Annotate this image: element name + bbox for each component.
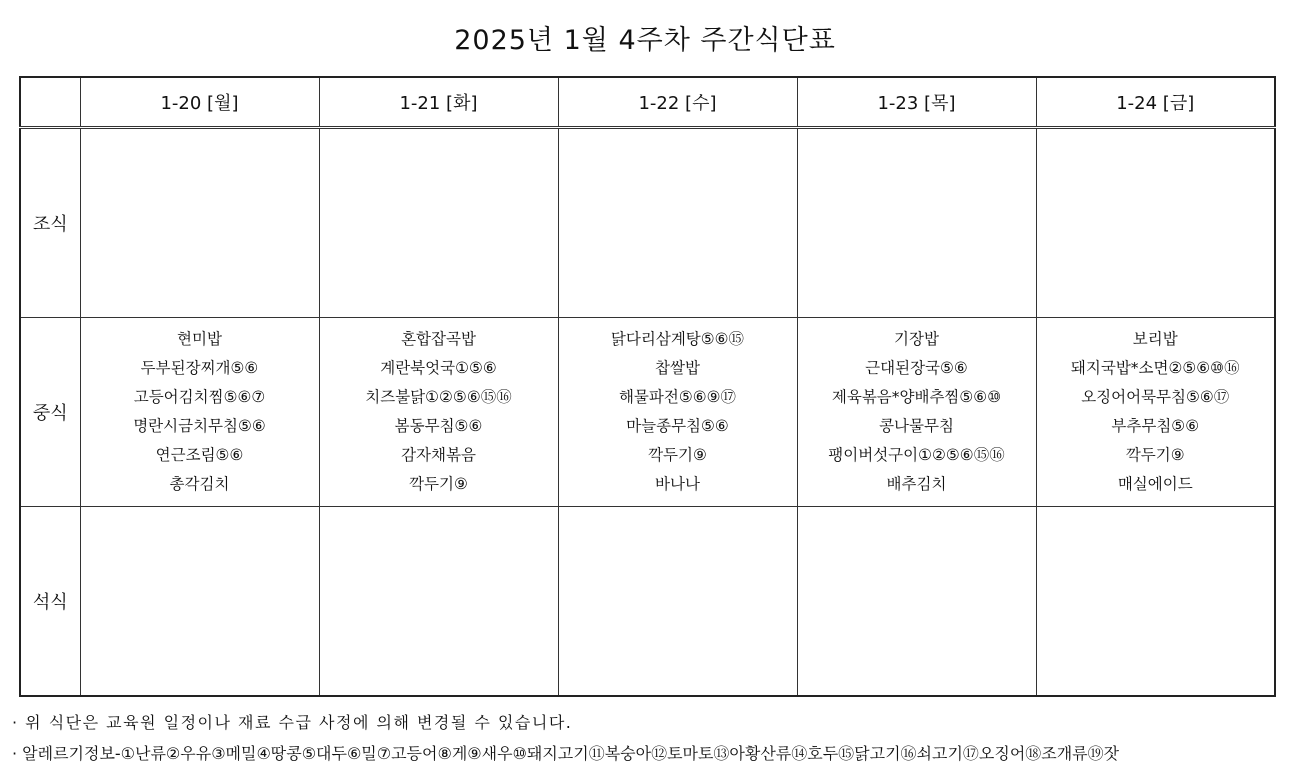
menu-item: 닭다리삼계탕⑤⑥⑮	[610, 330, 745, 348]
lunch-cell-fri	[1036, 318, 1275, 507]
menu-item: 오징어어묵무침⑤⑥⑰	[1081, 388, 1230, 406]
menu-item: 찹쌀밥	[655, 359, 700, 377]
lunch-cell-thu	[797, 318, 1036, 507]
menu-item: 근대된장국⑤⑥	[865, 359, 968, 377]
meal-label-dinner: 석식	[20, 507, 80, 697]
dinner-cell-tue	[319, 507, 558, 697]
menu-item: 현미밥	[177, 330, 222, 348]
meal-label-lunch: 중식	[20, 318, 80, 507]
weekly-menu-table	[19, 76, 1276, 697]
menu-item: 배추김치	[886, 475, 947, 493]
dinner-cell-thu	[797, 507, 1036, 697]
menu-item: 돼지국밥*소면②⑤⑥⑩⑯	[1070, 359, 1240, 377]
dinner-row	[20, 507, 1275, 697]
lunch-cell-wed	[558, 318, 797, 507]
breakfast-cell-tue	[319, 128, 558, 318]
menu-item: 콩나물무침	[879, 417, 954, 435]
menu-item: 해물파전⑤⑥⑨⑰	[618, 388, 737, 406]
corner-cell	[20, 77, 80, 128]
menu-item: 부추무침⑤⑥	[1111, 417, 1200, 435]
day-header-thu: 1-23 [목]	[797, 77, 1036, 128]
breakfast-cell-thu	[797, 128, 1036, 318]
notes	[12, 707, 1119, 769]
day-header-tue: 1-21 [화]	[319, 77, 558, 128]
menu-item: 바나나	[655, 475, 700, 493]
menu-item: 연근조림⑤⑥	[155, 446, 244, 464]
menu-item: 팽이버섯구이①②⑤⑥⑮⑯	[828, 446, 1005, 464]
dinner-cell-wed	[558, 507, 797, 697]
menu-item: 총각김치	[169, 475, 230, 493]
lunch-cell-mon	[80, 318, 319, 507]
notice-text: · 위 식단은 교육원 일정이나 재료 수급 사정에 의해 변경될 수 있습니다.	[12, 713, 573, 732]
menu-item: 마늘종무침⑤⑥	[626, 417, 729, 435]
menu-item: 깍두기⑨	[409, 475, 468, 493]
menu-item: 봄동무침⑤⑥	[394, 417, 483, 435]
page-title: 2025년 1월 4주차 주간식단표	[454, 25, 836, 56]
breakfast-cell-wed	[558, 128, 797, 318]
menu-item: 감자채볶음	[401, 446, 476, 464]
menu-item: 매실에이드	[1117, 475, 1193, 493]
day-header-mon: 1-20 [월]	[80, 77, 319, 128]
menu-item: 고등어김치찜⑤⑥⑦	[133, 388, 266, 406]
menu-item: 기장밥	[894, 330, 939, 348]
lunch-row	[20, 318, 1275, 507]
dinner-cell-fri	[1036, 507, 1275, 697]
menu-item: 깍두기⑨	[1125, 446, 1185, 464]
breakfast-cell-fri	[1036, 128, 1275, 318]
meal-label-breakfast: 조식	[20, 128, 80, 318]
allergy-info-text: · 알레르기정보-①난류②우유③메밀④땅콩⑤대두⑥밀⑦고등어⑧게⑨새우⑩돼지고기⑪복숭아⑫토마토⑬아황산류⑭호두⑮닭고기⑯쇠고기⑰오징어⑱조개류⑲잣	[12, 744, 1120, 763]
menu-item: 보리밥	[1132, 330, 1178, 348]
menu-item: 치즈불닭①②⑤⑥⑮⑯	[365, 388, 512, 406]
day-header-fri: 1-24 [금]	[1036, 77, 1275, 128]
menu-item: 제육볶음*양배추찜⑤⑥⑩	[831, 388, 1002, 406]
breakfast-row	[20, 128, 1275, 318]
breakfast-cell-mon	[80, 128, 319, 318]
day-header-wed: 1-22 [수]	[558, 77, 797, 128]
lunch-cell-tue	[319, 318, 558, 507]
menu-item: 두부된장찌개⑤⑥	[140, 359, 259, 377]
menu-item: 혼합잡곡밥	[401, 330, 476, 348]
menu-item: 명란시금치무침⑤⑥	[133, 417, 266, 435]
menu-item: 깍두기⑨	[648, 446, 707, 464]
menu-item: 계란북엇국①⑤⑥	[380, 359, 497, 377]
header-row	[20, 77, 1275, 128]
dinner-cell-mon	[80, 507, 319, 697]
